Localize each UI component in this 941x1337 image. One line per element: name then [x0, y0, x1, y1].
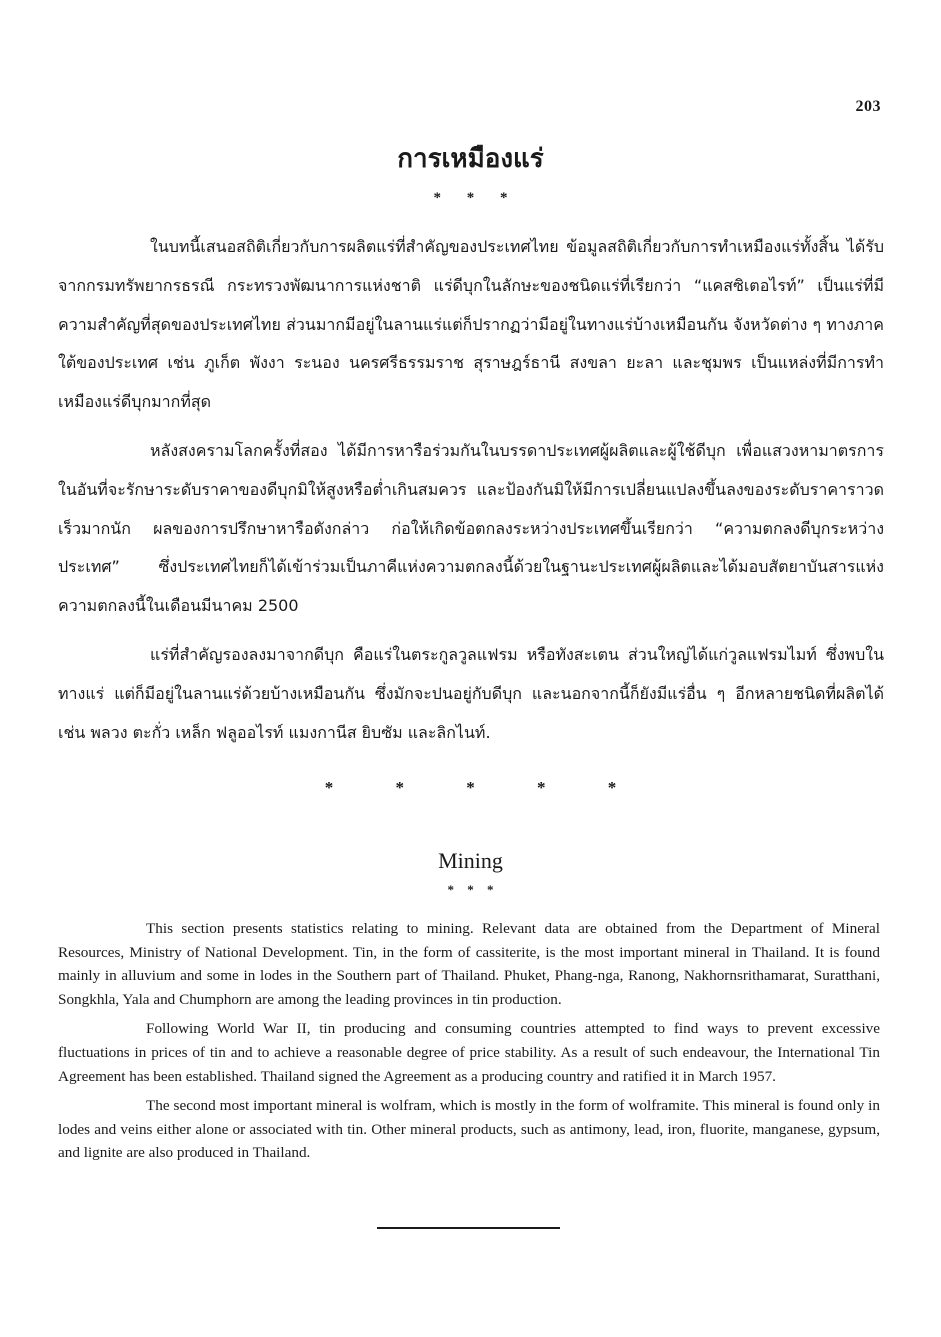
page-number: 203	[855, 98, 881, 115]
section-separator-ornament: * * * * *	[324, 778, 617, 797]
thai-title-ornament: * * *	[433, 190, 508, 206]
thai-section-title: การเหมืองแร่	[397, 144, 544, 174]
english-paragraph-1: This section presents statistics relating to mining. Relevant data are obtained from the Department of Mineral Resources, Ministry of National Development. Tin, in the form of cassiterite, is the most important mineral in Thailand. It is found mainly in alluvium and some in lodes in the Southern part of Thailand. Phuket, Phang-nga, Ranong, Nakhornsrithamarat, Suratthani, Songkhla, Yala and Chumphorn are among the leading provinces in tin production.	[58, 920, 880, 1008]
thai-paragraph-3: แร่ที่สำคัญรองลงมาจากดีบุก คือแร่ในตระกูลวูลแฟรม หรือทังสะเตน ส่วนใหญ่ได้แก่วูลแฟรมไมท์ ซึ่งพบในทางแร่ แต่ก็มีอยู่ในลานแร่ด้วยบ้างเหมือนกัน ซึ่งมักจะปนอยู่กับดีบุก และนอกจากนี้ก็ยังมีแร่อื่น ๆ อีกหลายชนิดที่ผลิตได้ เช่น พลวง ตะกั่ว เหล็ก ฟลูออไรท์ แมงกานีส ยิบซัม และลิกไนท์.	[58, 644, 884, 742]
english-title-ornament: * * *	[447, 882, 494, 897]
english-section-title: Mining	[438, 848, 503, 873]
thai-paragraph-2: หลังสงครามโลกครั้งที่สอง ได้มีการหารือร่วมกันในบรรดาประเทศผู้ผลิตและผู้ใช้ดีบุก เพื่อแสวงหามาตรการในอันที่จะรักษาระดับราคาของดีบุกมิให้สูงหรือต่ำเกินสมควร และป้องกันมิให้มีการเปลี่ยนแปลงขึ้นลงของระดับราคาราวดเร็วมากนัก ผลของการปรึกษาหารือดังกล่าว ก่อให้เกิดข้อตกลงระหว่างประเทศขึ้นเรียกว่า “ความตกลงดีบุกระหว่างประเทศ” ซึ่งประเทศไทยก็ได้เข้าร่วมเป็นภาคีแห่งความตกลงนี้ด้วยในฐานะประเทศผู้ผลิตและได้มอบสัตยาบันสารแห่งความตกลงนี้ในเดือนมีนาคม 2500	[58, 440, 884, 616]
thai-section-body	[58, 228, 884, 762]
english-paragraph-2: Following World War II, tin producing and consuming countries attempted to find ways to prevent excessive fluctuations in prices of tin and to achieve a reasonable degree of price stability. As a result of such endeavour, the International Tin Agreement has been established. Thailand signed the Agreement as a producing country and ratified it in March 1957.	[58, 1020, 880, 1085]
end-rule-divider	[377, 1227, 560, 1229]
english-paragraph-3: The second most important mineral is wolfram, which is mostly in the form of wolframite. This mineral is found only in lodes and veins either alone or associated with tin. Other mineral products, such as antimony, lead, iron, fluorite, manganese, gypsum, and lignite are also produced in Thailand.	[58, 1097, 880, 1162]
english-section-body	[58, 917, 880, 1171]
thai-paragraph-1: ในบทนี้เสนอสถิติเกี่ยวกับการผลิตแร่ที่สำคัญของประเทศไทย ข้อมูลสถิติเกี่ยวกับการทำเหมืองแร่ทั้งสิ้น ได้รับจากกรมทรัพยากรธรณี กระทรวงพัฒนาการแห่งชาติ แร่ดีบุกในลักษะของชนิดแร่ที่เรียกว่า “แคสซิเตอไรท์” เป็นแร่ที่มีความสำคัญที่สุดของประเทศไทย ส่วนมากมีอยู่ในลานแร่แต่ก็ปรากฏว่ามีอยู่ในทางแร่บ้างเหมือนกัน จังหวัดต่าง ๆ ทางภาคใต้ของประเทศ เช่น ภูเก็ต พังงา ระนอง นครศรีธรรมราช สุราษฎร์ธานี สงขลา ยะลา และชุมพร เป็นแหล่งที่มีการทำเหมืองแร่ดีบุกมากที่สุด	[58, 237, 884, 412]
